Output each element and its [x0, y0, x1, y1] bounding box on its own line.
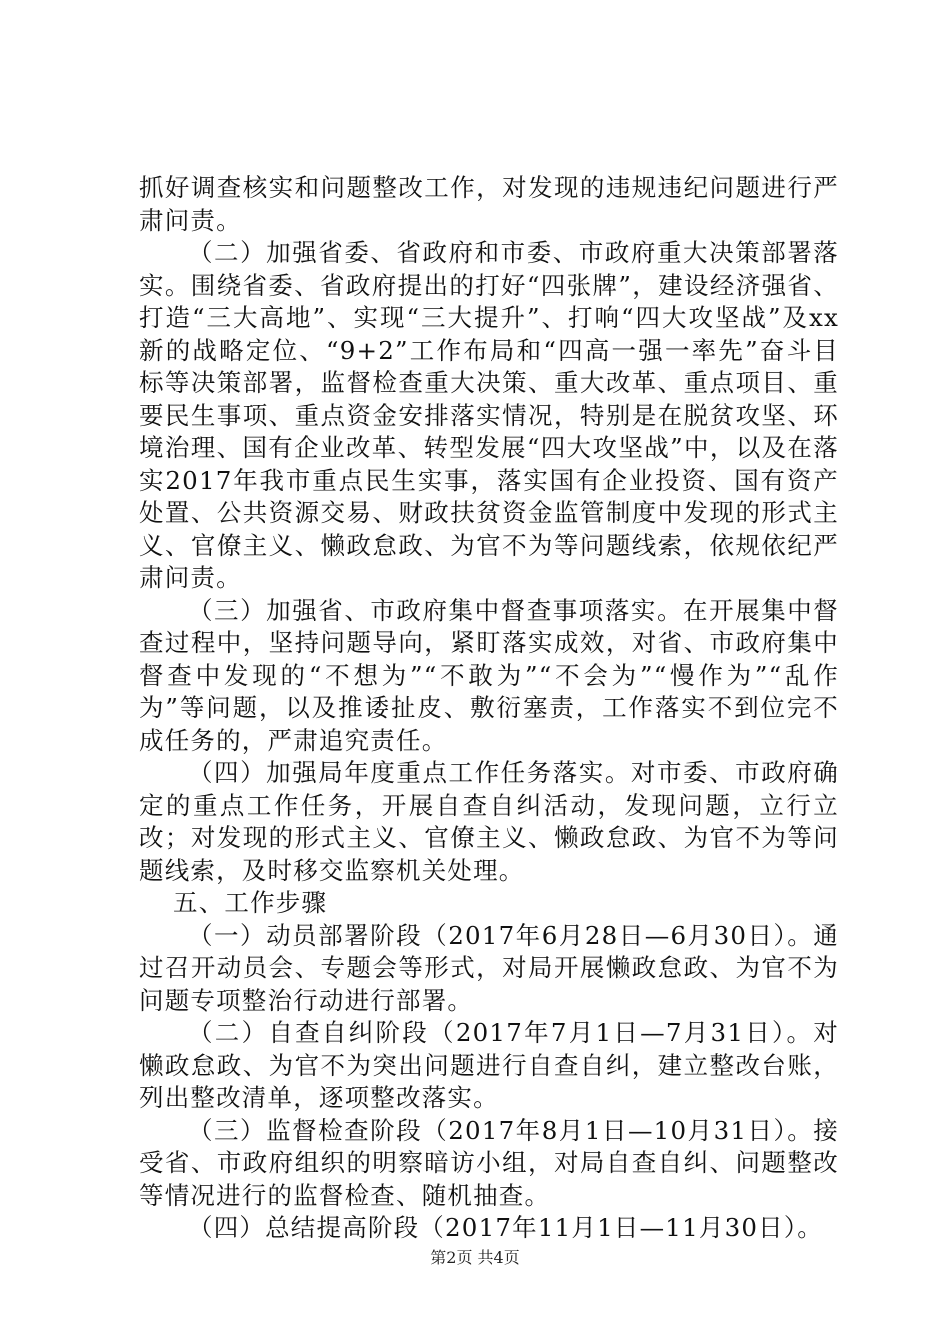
- paragraph-continuation: 抓好调查核实和问题整改工作，对发现的违规违纪问题进行严肃问责。: [139, 173, 839, 235]
- paragraph-section-2: （二）加强省委、省政府和市委、市政府重大决策部署落实。围绕省委、省政府提出的打好“四张牌”，建设经济强省、打造“三大高地”、实现“三大提升”、打响“四大攻坚战”及xx新的战略定位、“9+2”工作布局和“四高一强一率先”奋斗目标等决策部署，监督检查重大决策、重大改革、重点项目、重要民生事项、重点资金安排落实情况，特别是在脱贫攻坚、环境治理、国有企业改革、转型发展“四大攻坚战”中，以及在落实2017年我市重点民生实事，落实国有企业投资、国有资产处置、公共资源交易、财政扶贫资金监管制度中发现的形式主义、官僚主义、懒政怠政、为官不为等问题线索，依规依纪严肃问责。: [139, 238, 839, 592]
- paragraph-step-3: （三）监督检查阶段（2017年8月1日—10月31日）。接受省、市政府组织的明察暗访小组，对局自查自纠、问题整改等情况进行的监督检查、随机抽查。: [139, 1115, 839, 1210]
- paragraph-step-2: （二）自查自纠阶段（2017年7月1日—7月31日）。对懒政怠政、为官不为突出问题进行自查自纠，建立整改台账，列出整改清单，逐项整改落实。: [139, 1018, 839, 1112]
- document-body: [139, 172, 839, 1245]
- paragraph-section-4: （四）加强局年度重点工作任务落实。对市委、市政府确定的重点工作任务，开展自查自纠活动，发现问题，立行立改；对发现的形式主义、官僚主义、懒政怠政、为官不为等问题线索，及时移交监察机关处理。: [139, 758, 839, 885]
- paragraph-section-3: （三）加强省、市政府集中督查事项落实。在开展集中督查过程中，坚持问题导向，紧盯落实成效，对省、市政府集中督查中发现的“不想为”“不敢为”“不会为”“慢作为”“乱作为”等问题，以及推诿扯皮、敷衍塞责，工作落实不到位完不成任务的，严肃追究责任。: [139, 595, 839, 755]
- page-number-footer: 第2页 共4页: [430, 1248, 520, 1267]
- paragraph-step-4: （四）总结提高阶段（2017年11月1日—11月30日）。: [188, 1213, 824, 1242]
- paragraph-step-1: （一）动员部署阶段（2017年6月28日—6月30日）。通过召开动员会、专题会等形式，对局开展懒政怠政、为官不为问题专项整治行动进行部署。: [139, 920, 839, 1015]
- section-heading-work-steps: 五、工作步骤: [173, 888, 328, 917]
